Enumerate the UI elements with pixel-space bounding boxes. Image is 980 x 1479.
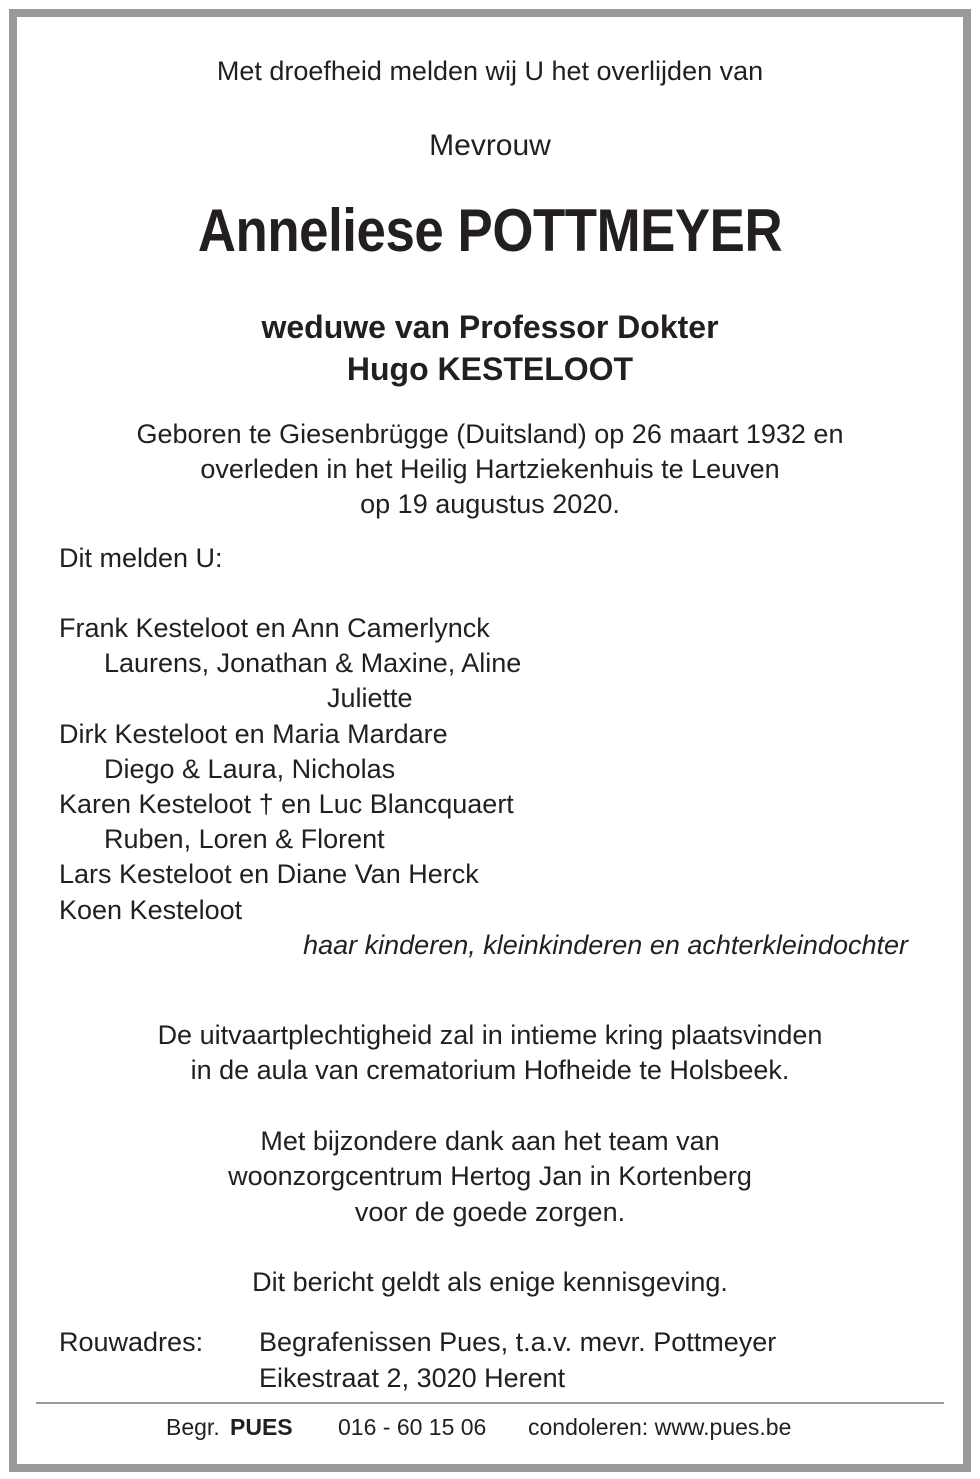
address-line-2: Eikestraat 2, 3020 Herent — [259, 1363, 566, 1393]
family-line: Dirk Kesteloot en Maria Mardare — [59, 719, 448, 749]
footer-phone: 016 - 60 15 06 — [338, 1414, 487, 1440]
birth-death-line-3: op 19 augustus 2020. — [360, 489, 620, 519]
family-line: Ruben, Loren & Florent — [104, 824, 385, 854]
family-caption: haar kinderen, kleinkinderen en achterkleindochter — [303, 930, 908, 960]
footer-company: PUES — [230, 1414, 293, 1440]
thanks-line-1: Met bijzondere dank aan het team van — [260, 1126, 720, 1156]
footer-condolences: condoleren: www.pues.be — [528, 1414, 792, 1440]
address-line-1: Begrafenissen Pues, t.a.v. mevr. Pottmeyer — [259, 1327, 777, 1357]
intro-text: Met droefheid melden wij U het overlijden van — [216, 56, 764, 86]
birth-death-line-1: Geboren te Giesenbrügge (Duitsland) op 26 maart 1932 en — [136, 419, 844, 449]
birth-death-line-2: overleden in het Heilig Hartziekenhuis te Leuven — [200, 454, 780, 484]
salutation: Mevrouw — [429, 129, 551, 162]
family-line: Diego & Laura, Nicholas — [104, 754, 396, 784]
family-line: Juliette — [327, 683, 413, 713]
footer-divider — [36, 1402, 944, 1404]
family-line: Laurens, Jonathan & Maxine, Aline — [104, 648, 522, 678]
thanks-line-3: voor de goede zorgen. — [354, 1197, 626, 1227]
widow-line-2: Hugo KESTELOOT — [346, 351, 634, 387]
family-line: Frank Kesteloot en Ann Camerlynck — [59, 613, 490, 643]
ceremony-line-2: in de aula van crematorium Hofheide te Holsbeek. — [190, 1055, 790, 1085]
announce-text: Dit melden U: — [59, 543, 223, 573]
family-line: Koen Kesteloot — [59, 895, 243, 925]
footer-prefix: Begr. — [166, 1414, 220, 1440]
thanks-line-2: woonzorgcentrum Hertog Jan in Kortenberg — [228, 1161, 752, 1191]
ceremony-line-1: De uitvaartplechtigheid zal in intieme kring plaatsvinden — [157, 1020, 823, 1050]
deceased-name: Anneliese POTTMEYER — [197, 197, 783, 264]
widow-line-1: weduwe van Professor Dokter — [261, 309, 719, 345]
notice-text: Dit bericht geldt als enige kennisgeving. — [252, 1267, 728, 1297]
family-line: Karen Kesteloot † en Luc Blancquaert — [59, 789, 514, 819]
family-line: Lars Kesteloot en Diane Van Herck — [59, 859, 479, 889]
address-label: Rouwadres: — [59, 1327, 204, 1357]
